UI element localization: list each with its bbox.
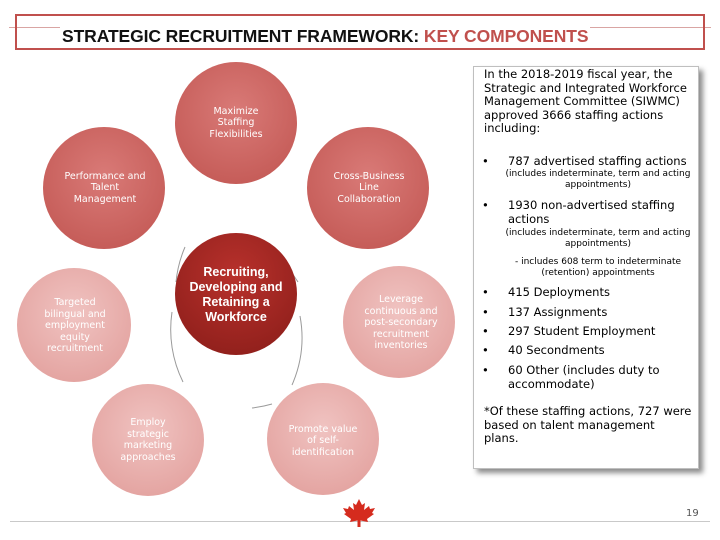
connector-arc xyxy=(171,312,183,382)
maple-leaf-icon xyxy=(341,498,377,528)
panel-footnote: *Of these staffing actions, 727 were based on talent management plans. xyxy=(484,404,692,445)
node-promote-self-id: Promote value of self-identification xyxy=(288,423,358,458)
item-student-employment: 297 Student Employment xyxy=(508,324,656,338)
bullet-marker: • xyxy=(482,343,489,357)
item-secondments: 40 Secondments xyxy=(508,343,605,357)
node-targeted-recruitment: Targeted bilingual and employment equity recruitment xyxy=(44,297,106,355)
panel-intro: In the 2018-2019 fiscal year, the Strategic and Integrated Workforce Management Committee (SIWMC) approved 3666 staffing actions including: xyxy=(484,67,687,135)
bullet-marker: • xyxy=(482,305,489,319)
item-assignments: 137 Assignments xyxy=(508,305,608,319)
node-cross-business: Cross-Business Line Collaboration xyxy=(333,170,405,205)
page-number: 19 xyxy=(686,508,699,519)
bullet-marker: • xyxy=(482,285,489,299)
connector-arc xyxy=(252,404,272,408)
bullet-marker: • xyxy=(482,154,489,168)
connector-arc xyxy=(292,316,302,385)
bullet-marker: • xyxy=(482,363,489,377)
note-advertised: (includes indeterminate, term and acting appointments) xyxy=(505,169,691,190)
item-deployments: 415 Deployments xyxy=(508,285,610,299)
note-retention: - includes 608 term to indeterminate (retention) appointments xyxy=(514,257,682,278)
item-other: 60 Other (includes duty to accommodate) xyxy=(508,363,660,391)
node-leverage-inventories: Leverage continuous and post-secondary recruitment inventories xyxy=(364,294,438,352)
staffing-summary-panel xyxy=(473,66,699,469)
item-non-advertised: 1930 non-advertised staffing actions xyxy=(508,198,675,226)
node-performance-talent: Performance and Talent Management xyxy=(64,170,146,205)
item-advertised: 787 advertised staffing actions xyxy=(508,154,687,168)
title-main: STRATEGIC RECRUITMENT FRAMEWORK: xyxy=(62,26,424,46)
note-non-advertised: (includes indeterminate, term and acting appointments) xyxy=(505,228,691,249)
node-center: Recruiting, Developing and Retaining a Workforce xyxy=(189,265,283,324)
title-accent: KEY COMPONENTS xyxy=(423,26,589,46)
node-marketing-approaches: Employ strategic marketing approaches xyxy=(120,417,176,463)
node-maximize-staffing: Maximize Staffing Flexibilities xyxy=(209,105,263,140)
bullet-marker: • xyxy=(482,324,489,338)
bullet-marker: • xyxy=(482,198,489,212)
